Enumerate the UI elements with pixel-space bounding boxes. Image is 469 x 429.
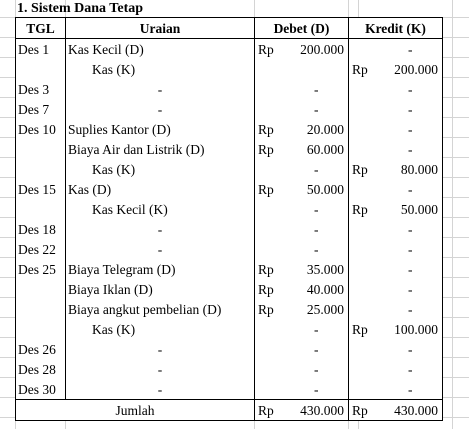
debet-amount: 20.000 xyxy=(285,119,349,139)
account-cell: Biaya Air dan Listrik (D) xyxy=(66,139,255,159)
debet-amount: - xyxy=(285,319,349,339)
kredit-currency xyxy=(349,119,379,139)
table-row xyxy=(16,319,443,339)
debet-currency xyxy=(255,339,285,359)
debet-currency xyxy=(255,159,285,179)
kredit-amount: - xyxy=(379,359,443,379)
account-cell: Suplies Kantor (D) xyxy=(66,119,255,139)
table-row xyxy=(16,199,443,219)
table-row xyxy=(16,379,443,400)
table-row xyxy=(16,239,443,259)
table-row xyxy=(16,119,443,139)
debet-amount: - xyxy=(285,339,349,359)
date-cell: Des 7 xyxy=(16,99,66,119)
debet-amount: 40.000 xyxy=(285,279,349,299)
debet-amount: - xyxy=(285,159,349,179)
debet-amount: - xyxy=(285,99,349,119)
debet-amount: 200.000 xyxy=(285,39,349,60)
journal-body xyxy=(16,39,443,400)
account-cell: - xyxy=(66,219,255,239)
debet-currency xyxy=(255,219,285,239)
table-row xyxy=(16,279,443,299)
kredit-currency: Rp xyxy=(352,161,368,177)
date-cell: Des 28 xyxy=(16,359,66,379)
kredit-amount: - xyxy=(379,219,443,239)
debet-currency: Rp xyxy=(258,141,274,157)
debet-amount: - xyxy=(285,199,349,219)
kredit-amount: - xyxy=(379,279,443,299)
account-cell: - xyxy=(66,79,255,99)
account-cell: Biaya angkut pembelian (D) xyxy=(66,299,255,319)
kredit-amount: - xyxy=(379,299,443,319)
header-tgl: TGL xyxy=(16,18,66,39)
debet-currency xyxy=(255,79,285,99)
kredit-currency xyxy=(349,39,379,60)
total-kredit-currency: Rp xyxy=(349,400,379,421)
date-cell: Des 1 xyxy=(16,39,66,60)
kredit-currency xyxy=(349,379,379,400)
kredit-currency xyxy=(349,99,379,119)
table-row xyxy=(16,259,443,279)
account-cell: Kas (K) xyxy=(66,159,255,179)
debet-amount: - xyxy=(285,379,349,400)
date-cell: Des 10 xyxy=(16,119,66,139)
kredit-currency xyxy=(349,339,379,359)
debet-amount xyxy=(285,59,349,79)
table-row xyxy=(16,299,443,319)
debet-amount: - xyxy=(285,359,349,379)
kredit-currency: Rp xyxy=(352,61,368,77)
debet-amount: 35.000 xyxy=(285,259,349,279)
kredit-amount: - xyxy=(379,119,443,139)
header-kredit: Kredit (K) xyxy=(349,18,443,39)
date-cell xyxy=(16,59,66,79)
table-row xyxy=(16,219,443,239)
debet-currency xyxy=(255,319,285,339)
date-cell xyxy=(16,319,66,339)
kredit-amount: 80.000 xyxy=(379,159,443,179)
account-cell: Kas Kecil (D) xyxy=(66,39,255,60)
kredit-amount: 200.000 xyxy=(379,59,443,79)
total-debet-currency: Rp xyxy=(255,400,285,421)
header-debet: Debet (D) xyxy=(255,18,349,39)
debet-currency xyxy=(255,379,285,400)
total-label: Jumlah xyxy=(16,400,255,421)
kredit-amount: - xyxy=(379,39,443,60)
kredit-amount: - xyxy=(379,239,443,259)
kredit-amount: - xyxy=(379,379,443,400)
kredit-currency xyxy=(349,279,379,299)
date-cell: Des 30 xyxy=(16,379,66,400)
kredit-amount: 50.000 xyxy=(379,199,443,219)
kredit-amount: - xyxy=(379,79,443,99)
debet-currency xyxy=(255,239,285,259)
date-cell xyxy=(16,159,66,179)
account-cell: - xyxy=(66,239,255,259)
account-cell: - xyxy=(66,359,255,379)
kredit-amount: - xyxy=(379,179,443,199)
date-cell: Des 15 xyxy=(16,179,66,199)
kredit-currency xyxy=(349,219,379,239)
kredit-amount: - xyxy=(379,139,443,159)
date-cell: Des 18 xyxy=(16,219,66,239)
debet-currency: Rp xyxy=(258,301,274,317)
table-row xyxy=(16,139,443,159)
account-cell: Biaya Iklan (D) xyxy=(66,279,255,299)
debet-amount: - xyxy=(285,239,349,259)
date-cell xyxy=(16,299,66,319)
date-cell xyxy=(16,139,66,159)
kredit-amount: - xyxy=(379,99,443,119)
kredit-currency xyxy=(349,179,379,199)
debet-currency: Rp xyxy=(258,261,274,277)
debet-currency: Rp xyxy=(258,181,274,197)
date-cell xyxy=(16,199,66,219)
table-row xyxy=(16,39,443,60)
date-cell: Des 3 xyxy=(16,79,66,99)
kredit-currency: Rp xyxy=(352,321,368,337)
table-row xyxy=(16,179,443,199)
debet-currency xyxy=(255,99,285,119)
account-cell: Kas (K) xyxy=(66,59,255,79)
account-cell: Biaya Telegram (D) xyxy=(66,259,255,279)
debet-amount: - xyxy=(285,219,349,239)
account-cell: - xyxy=(66,339,255,359)
kredit-currency xyxy=(349,359,379,379)
account-cell: - xyxy=(66,99,255,119)
kredit-amount: - xyxy=(379,259,443,279)
kredit-currency xyxy=(349,299,379,319)
debet-currency xyxy=(255,199,285,219)
table-row xyxy=(16,359,443,379)
table-row xyxy=(16,99,443,119)
account-cell: Kas (D) xyxy=(66,179,255,199)
kredit-currency: Rp xyxy=(352,201,368,217)
table-row xyxy=(16,59,443,79)
total-kredit-amount: 430.000 xyxy=(379,400,443,421)
kredit-currency xyxy=(349,239,379,259)
debet-amount: 60.000 xyxy=(285,139,349,159)
date-cell: Des 26 xyxy=(16,339,66,359)
header-row xyxy=(16,18,443,39)
debet-amount: 25.000 xyxy=(285,299,349,319)
debet-currency xyxy=(255,359,285,379)
date-cell xyxy=(16,279,66,299)
debet-currency: Rp xyxy=(258,281,274,297)
gridline-vertical xyxy=(452,0,453,429)
debet-amount: - xyxy=(285,79,349,99)
kredit-amount: - xyxy=(379,339,443,359)
account-cell: - xyxy=(66,379,255,400)
date-cell: Des 22 xyxy=(16,239,66,259)
date-cell: Des 25 xyxy=(16,259,66,279)
debet-amount: 50.000 xyxy=(285,179,349,199)
kredit-currency xyxy=(349,79,379,99)
table-row xyxy=(16,159,443,179)
total-debet-amount: 430.000 xyxy=(285,400,349,421)
account-cell: Kas (K) xyxy=(66,319,255,339)
table-row xyxy=(16,339,443,359)
table-row xyxy=(16,79,443,99)
total-row xyxy=(16,400,443,421)
kredit-currency xyxy=(349,259,379,279)
sheet-title: 1. Sistem Dana Tetap xyxy=(17,1,144,16)
account-cell: Kas Kecil (K) xyxy=(66,199,255,219)
kredit-amount: 100.000 xyxy=(379,319,443,339)
debet-currency xyxy=(255,59,285,79)
kredit-currency xyxy=(349,139,379,159)
header-uraian: Uraian xyxy=(66,18,255,39)
debet-currency: Rp xyxy=(258,41,274,57)
journal-table xyxy=(15,17,443,421)
debet-currency: Rp xyxy=(258,121,274,137)
